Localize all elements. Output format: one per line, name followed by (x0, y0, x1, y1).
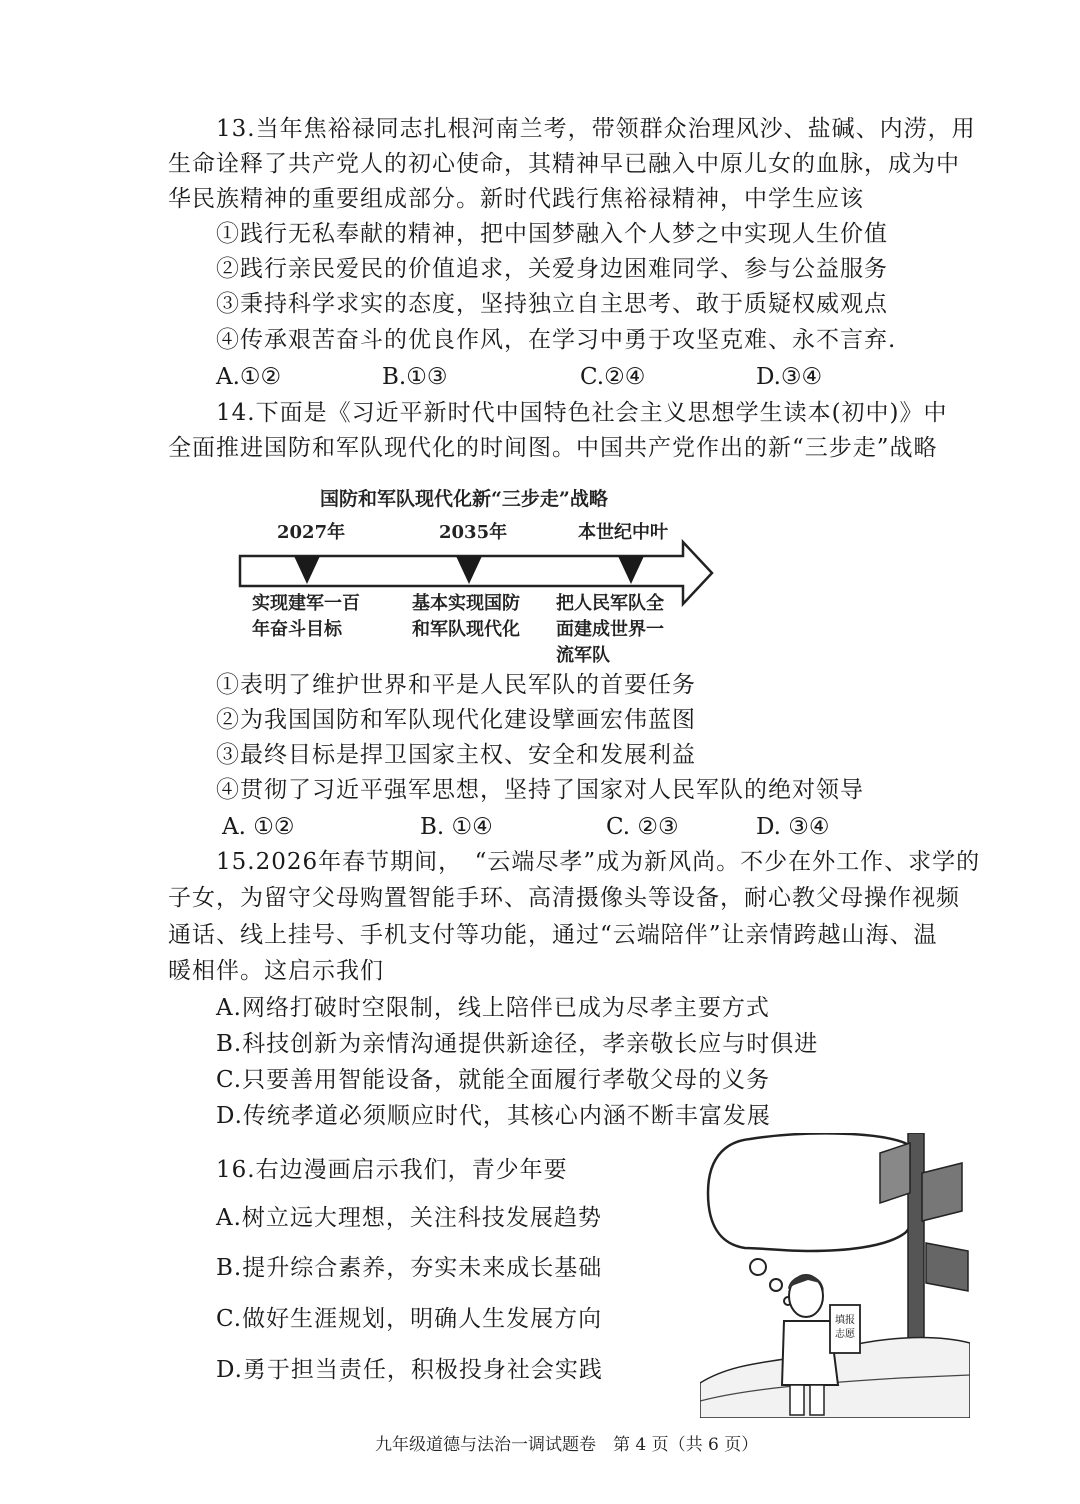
q16-option-a: A.树立远大理想，关注科技发展趋势 (216, 1205, 602, 1231)
q15-stem-line: 暖相伴。这启示我们 (168, 958, 384, 984)
q13-statement: ①践行无私奉献的精神，把中国梦融入个人梦之中实现人生价值 (216, 221, 888, 247)
q16-option-d: D.勇于担当责任，积极投身社会实践 (216, 1357, 603, 1383)
form-text: 志愿 (835, 1329, 855, 1340)
q15-option-a: A.网络打破时空限制，线上陪伴已成为尽孝主要方式 (216, 995, 770, 1021)
q13-stem-line: 生命诠释了共产党人的初心使命，其精神早已融入中原儿女的血脉，成为中 (168, 151, 960, 177)
timeline-desc: 流军队 (556, 645, 610, 666)
timeline-time: 2035年 (439, 522, 508, 543)
cartoon-illustration (700, 1133, 970, 1418)
q13-statement: ④传承艰苦奋斗的优良作风，在学习中勇于攻坚克难、永不言弃. (216, 327, 897, 353)
q14-statement: ④贯彻了习近平强军思想，坚持了国家对人民军队的绝对领导 (216, 777, 864, 803)
q14-options (0, 812, 1080, 842)
q14-option-d: D. ③④ (756, 814, 830, 840)
q15-stem-line: 通话、线上挂号、手机支付等功能，通过“云端陪伴”让亲情跨越山海、温 (168, 922, 938, 948)
q16-option-c: C.做好生涯规划，明确人生发展方向 (216, 1306, 603, 1332)
timeline-time: 2027年 (277, 522, 346, 543)
q14-option-b: B. ①④ (420, 814, 493, 840)
q14-option-c: C. ②③ (606, 814, 679, 840)
timeline-title: 国防和军队现代化新“三步走”战略 (320, 488, 608, 510)
q14-stem-line: 全面推进国防和军队现代化的时间图。中国共产党作出的新“三步走”战略 (168, 435, 938, 461)
q13-stem-line: 13.当年焦裕禄同志扎根河南兰考，带领群众治理风沙、盐碱、内涝，用 (216, 116, 976, 142)
direction-sign (926, 1243, 968, 1291)
q15-option-d: D.传统孝道必须顺应时代，其核心内涵不断丰富发展 (216, 1103, 771, 1129)
q14-statement: ①表明了维护世界和平是人民军队的首要任务 (216, 672, 696, 698)
q13-option-b: B.①③ (382, 364, 448, 390)
q13-option-d: D.③④ (756, 364, 823, 390)
q16-option-b: B.提升综合素养，夯实未来成长基础 (216, 1255, 603, 1281)
q14-statement: ②为我国国防和军队现代化建设擘画宏伟蓝图 (216, 707, 696, 733)
direction-sign (880, 1143, 910, 1203)
q13-option-c: C.②④ (580, 364, 646, 390)
page-footer: 九年级道德与法治一调试题卷 第 4 页（共 6 页） (375, 1435, 759, 1455)
timeline-desc: 基本实现国防 (412, 593, 520, 614)
timeline-desc: 年奋斗目标 (252, 619, 342, 640)
timeline-desc: 把人民军队全 (556, 593, 664, 614)
form-text: 填报 (835, 1315, 855, 1326)
timeline-desc: 和军队现代化 (412, 619, 520, 640)
timeline-desc: 实现建军一百 (252, 593, 360, 614)
q15-option-b: B.科技创新为亲情沟通提供新途径，孝亲敬长应与时俱进 (216, 1031, 819, 1057)
timeline-time: 本世纪中叶 (578, 522, 668, 543)
q14-statement: ③最终目标是捍卫国家主权、安全和发展利益 (216, 742, 696, 768)
q16-stem: 16.右边漫画启示我们，青少年要 (216, 1157, 568, 1183)
q13-statement: ②践行亲民爱民的价值追求，关爱身边困难同学、参与公益服务 (216, 256, 888, 282)
q13-statement: ③秉持科学求实的态度，坚持独立自主思考、敢于质疑权威观点 (216, 291, 888, 317)
q14-option-a: A. ①② (222, 814, 295, 840)
q14-stem-line: 14.下面是《习近平新时代中国特色社会主义思想学生读本(初中)》中 (216, 400, 948, 426)
direction-sign (922, 1163, 962, 1221)
q13-options (0, 362, 1080, 392)
q15-stem-line: 15.2026年春节期间， “云端尽孝”成为新风尚。不少在外工作、求学的 (216, 849, 981, 875)
q13-stem-line: 华民族精神的重要组成部分。新时代践行焦裕禄精神，中学生应该 (168, 186, 864, 212)
timeline-desc: 面建成世界一 (556, 619, 664, 640)
q15-option-c: C.只要善用智能设备，就能全面履行孝敬父母的义务 (216, 1067, 771, 1093)
q13-option-a: A.①② (216, 364, 282, 390)
q15-stem-line: 子女，为留守父母购置智能手环、高清摄像头等设备，耐心教父母操作视频 (168, 885, 960, 911)
